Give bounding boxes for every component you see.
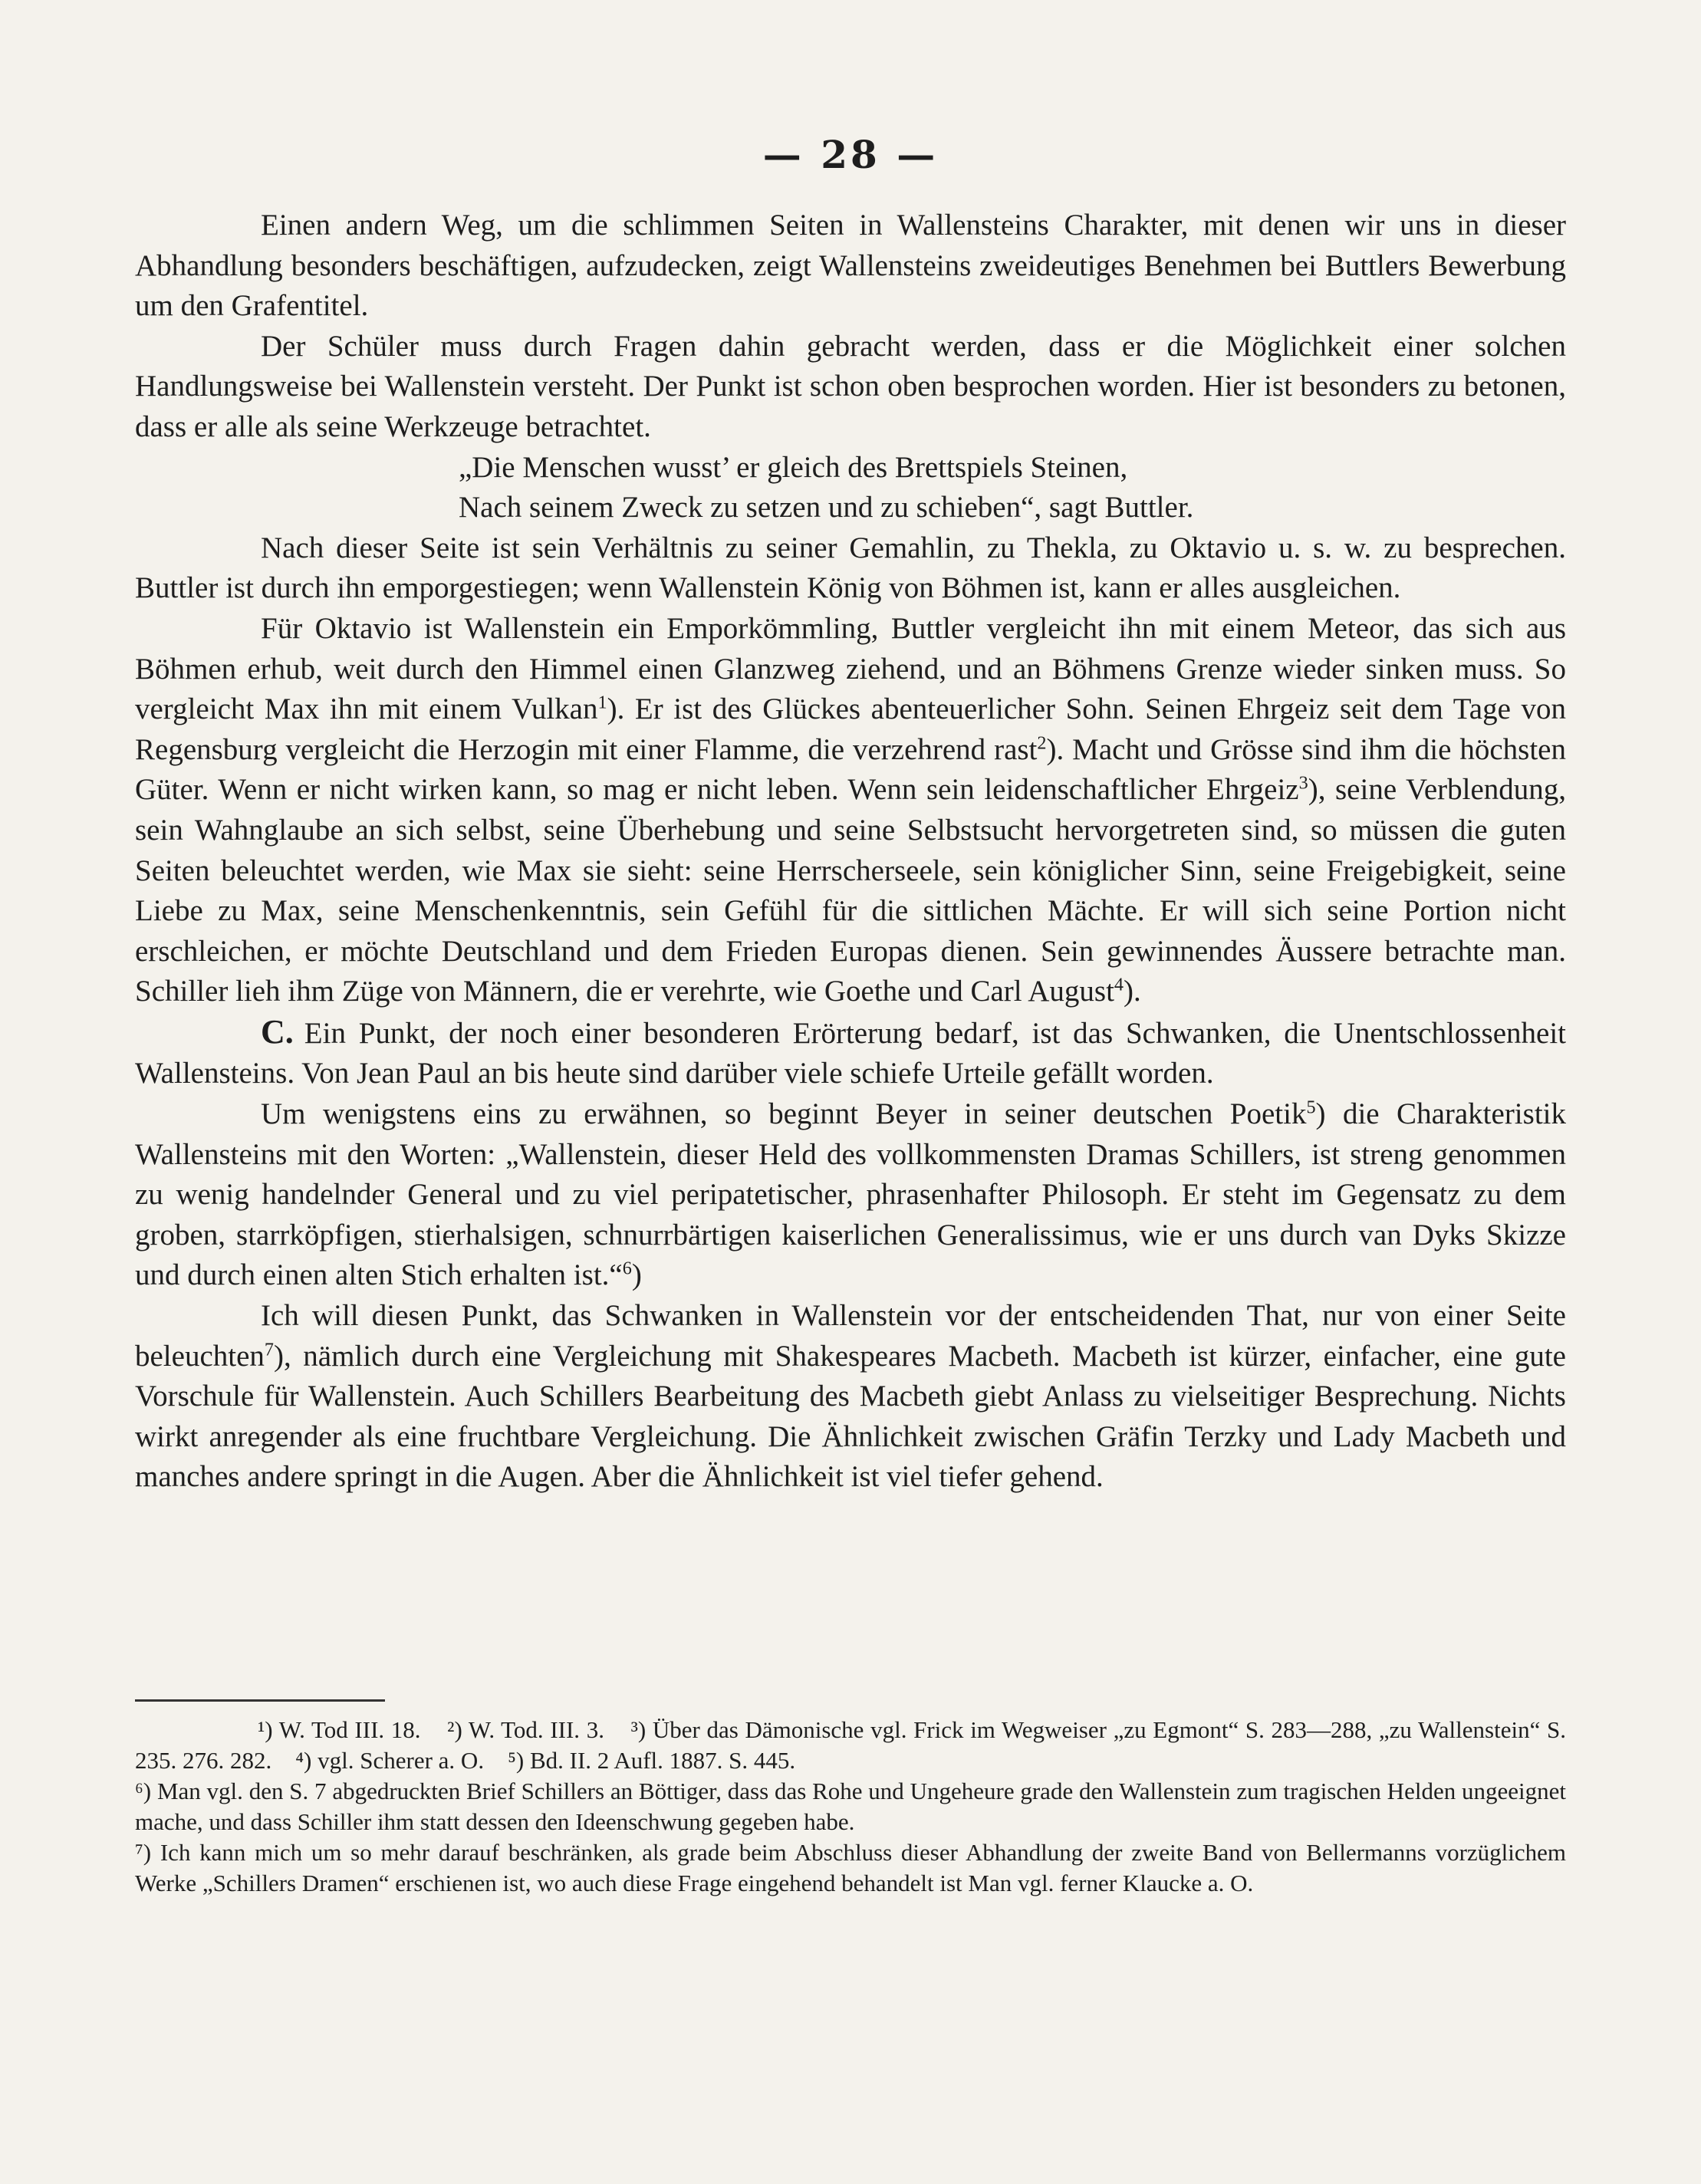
main-text [135,206,1566,1498]
paragraph-4-part-a: Für Oktavio ist Wallenstein ein Emporkömmling, Buttler vergleicht ihn mit einem Meteor, das sich aus Böhmen erhub, weit durch den Himmel einen Glanzweg ziehend, und an Böhmens Grenze wieder sinken muss. So vergleicht Max ihn mit einem Vulkan [135,611,1566,726]
footnote-7: Ich kann mich um so mehr darauf beschränken, als grade beim Abschluss dieser Abhandlung der zweite Band von Bellermanns vorzüglichem Werke „Schillers Dramen“ erschienen ist, wo auch diese Frage eingehend behandelt ist Man vgl. ferner Klaucke a. O. [135,1839,1567,1896]
footnote-ref-7[interactable]: 7 [264,1339,275,1360]
footnote-4: vgl. Scherer a. O. [317,1747,485,1774]
footnote-ref-1[interactable]: 1 [597,692,607,713]
section-mark: C. [261,1012,294,1051]
paragraph-5 [135,1012,1566,1094]
paragraph-3: Nach dieser Seite ist sein Verhältnis zu seiner Gemahlin, zu Thekla, zu Oktavio u. s. w. zu besprechen. Buttler ist durch ihn emporgestiegen; wenn Wallenstein König von Böhmen ist, kann er alles ausgleichen. [135,531,1566,605]
footnotes [135,1715,1566,1899]
footnote-ref-2[interactable]: 2 [1037,732,1047,754]
paragraph-5-text: Ein Punkt, der noch einer besonderen Erörterung bedarf, ist das Schwanken, die Unentschlossenheit Wallensteins. Von Jean Paul an bis heute sind darüber viele schiefe Urteile gefällt worden. [135,1016,1566,1090]
paragraph-6 [135,1094,1566,1296]
footnote-3: Über das Dämonische vgl. Frick im Wegweiser „zu Egmont“ S. 283—288, „zu Wallenstein“ S. 235. 276. 282. [135,1716,1566,1774]
footnote-ref-4[interactable]: 4 [1114,974,1124,995]
paragraph-4-part-b: . Er ist des Glückes abenteuerlicher Sohn. Seinen Ehrgeiz seit dem Tage von Regensburg vergleicht die Herzogin mit einer Flamme, die verzehrend rast [135,692,1566,766]
footnote-mark-5: ⁵) [508,1747,525,1774]
verse-line-2: Nach seinem Zweck zu setzen und zu schieben“, sagt Buttler. [459,491,1194,525]
footnote-ref-6[interactable]: 6 [622,1258,632,1280]
paragraph-2: Der Schüler muss durch Fragen dahin gebracht werden, dass er die Möglichkeit einer solchen Handlungsweise bei Wallenstein versteht. Der Punkt ist schon oben besprochen worden. Hier ist besonders zu betonen, dass er alle als seine Werkzeuge betrachtet. [135,329,1566,443]
footnote-ref-5[interactable]: 5 [1306,1097,1316,1118]
footnote-line-7 [135,1837,1566,1899]
footnote-divider [135,1699,385,1702]
footnote-line-6 [135,1776,1566,1837]
paragraph-6-part-a: Um wenigstens eins zu erwähnen, so beginnt Beyer in seiner deutschen Poetik [261,1097,1307,1131]
paragraph-6-part-c: ) [631,1258,642,1292]
paragraph-1: Einen andern Weg, um die schlimmen Seiten in Wallensteins Charakter, mit denen wir uns in dieser Abhandlung besonders beschäftigen, aufzudecken, zeigt Wallensteins zweideutiges Benehmen bei Buttlers Bewerbung um den Grafentitel. [135,209,1566,323]
paragraph-4-part-c: . Macht und Grösse sind ihm die höchsten Güter. Wenn er nicht wirken kann, so mag er nicht leben. Wenn sein leidenschaftlicher Ehrgeiz [135,732,1566,807]
paragraph-7 [135,1296,1566,1498]
footnote-mark-1: ¹) [258,1716,273,1743]
verse-line-1: „Die Menschen wusst’ er gleich des Brettspiels Steinen, [459,450,1128,484]
paragraph-7-part-a: Ich will diesen Punkt, das Schwanken in Wallenstein vor der entscheidenden That, nur von einer Seite beleuchten [135,1299,1566,1373]
footnote-mark-2: ²) [447,1716,462,1743]
paragraph-7-part-b: ), nämlich durch eine Vergleichung mit Shakespeares Macbeth. Macbeth ist kürzer, einfacher, eine gute Vorschule für Wallenstein. Auch Schillers Bearbeitung des Macbeth giebt Anlass zu vielseitiger Besprechung. Nichts wirkt anregender als eine fruchtbare Vergleichung. Die Ähnlichkeit zwischen Gräfin Terzky und Lady Macbeth und manches andere springt in die Augen. Aber die Ähnlichkeit ist viel tiefer gehend. [135,1339,1566,1494]
footnote-ref-3[interactable]: 3 [1298,773,1308,794]
footnote-6: Man vgl. den S. 7 abgedruckten Brief Schillers an Böttiger, dass das Rohe und Ungeheure grade den Wallenstein zum tragischen Helden ungeeignet mache, und dass Schiller ihm statt dessen den Ideenschwung gegeben habe. [135,1778,1566,1835]
footnote-mark-4: ⁴) [295,1747,312,1774]
footnote-mark-6: ⁶) [135,1778,152,1804]
page-number: — 28 — [762,132,939,177]
paragraph-4-part-e: ). [1124,975,1141,1008]
footnote-2: W. Tod. III. 3. [468,1716,604,1743]
footnote-mark-3: ³) [630,1716,647,1743]
verse-quote [459,448,1566,528]
footnote-1: W. Tod III. 18. [278,1716,421,1743]
footnote-5: Bd. II. 2 Aufl. 1887. S. 445. [529,1747,796,1774]
footnote-line-1 [135,1715,1566,1776]
paragraph-6-part-b: ) die Charakteristik Wallensteins mit den Worten: „Wallenstein, dieser Held des vollkommensten Dramas Schillers, ist streng genommen zu wenig handelnder General und zu viel peripatetischer, phrasenhafter Philosoph. Er steht im Gegensatz zu dem groben, starrköpfigen, stierhalsigen, schnurrbärtigen kaiserlichen Generalissimus, wie er uns durch van Dyks Skizze und durch einen alten Stich erhalten ist.“ [135,1097,1566,1292]
paragraph-4-part-d: ), seine Verblendung, sein Wahnglaube an sich selbst, seine Überhebung und seine Selbstsucht hervorgetreten sind, so müssen die guten Seiten beleuchtet werden, wie Max sie sieht: seine Herrscherseele, sein königlicher Sinn, seine Freigebigkeit, seine Liebe zu Max, seine Menschenkenntnis, sein Gefühl für die sittlichen Mächte. Er will sich seine Portion nicht erschleichen, er möchte Deutschland und dem Frieden Europas dienen. Sein gewinnendes Äussere betrachte man. Schiller lieh ihm Züge von Männern, die er verehrte, wie Goethe und Carl August [135,773,1567,1008]
footnote-mark-7: ⁷) [135,1839,152,1866]
paragraph-4: Für Oktavio ist Wallenstein ein Emporkömmling, Buttler vergleicht ihn mit einem Meteor, das sich aus Böhmen erhub, weit durch den Himmel einen Glanzweg ziehend, und an Böhmens Grenze wieder sinken muss. So vergleicht Max ihn mit einem Vulkan$^1$). Er ist des Glückes abenteuerlicher Sohn. Seinen Ehrgeiz seit dem Tage von Regensburg vergleicht die Herzogin mit einer Flamme, die verzehrend rast$^2$). Macht und Grösse sind ihm die höchsten Güter. Wenn er nicht wirken kann, so mag er nicht leben. Wenn sein leidenschaftlicher Ehrgeiz$^3$), seine Verblendung, sein Wahnglaube an sich selbst, seine Überhebung und seine Selbstsucht hervorgetreten sind, so müssen die guten Seiten beleuchtet werden, wie Max sie sieht: seine Herrscherseele, sein königlicher Sinn, seine Freigebigkeit, seine Liebe zu Max, seine Menschenkenntnis, sein Gefühl für die sittlichen Mächte. Er will sich seine Portion nicht erschleichen, er möchte Deutschland und dem Frieden Europas dienen. Sein gewinnendes Äussere betrachte man. Schiller lieh ihm Züge von Männern, die er verehrte, wie Goethe und Carl August$^4$). [135,611,1567,1008]
